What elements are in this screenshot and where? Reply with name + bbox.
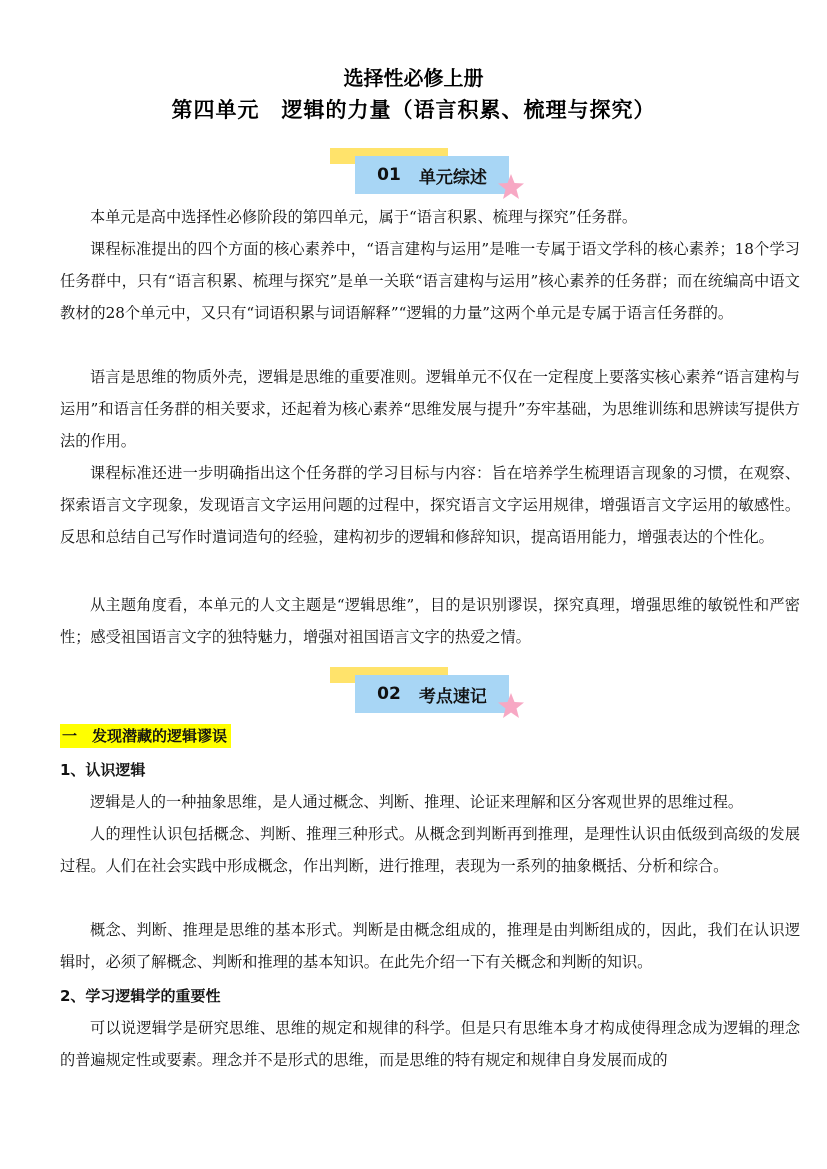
subsection-title: 2、学习逻辑学的重要性 — [60, 987, 221, 1005]
section-badge-01 — [330, 148, 530, 204]
subsection-title: 1、认识逻辑 — [60, 761, 146, 779]
paragraph: 可以说逻辑学是研究思维、思维的规定和规律的科学。但是只有思维本身才构成使得理念成为逻辑的理念的普遍规定性或要素。理念并不是形式的思维，而是思维的特有规定和规律自身发展而成的 — [60, 1019, 800, 1069]
star-icon — [496, 691, 526, 721]
star-icon — [496, 172, 526, 202]
paragraph: 概念、判断、推理是思维的基本形式。判断是由概念组成的，推理是由判断组成的，因此，我们在认识逻辑时，必须了解概念、判断和推理的基本知识。在此先介绍一下有关概念和判断的知识。 — [60, 921, 800, 971]
badge-label: 考点速记 — [418, 686, 487, 707]
badge-label: 单元综述 — [418, 167, 487, 188]
paragraph: 逻辑是人的一种抽象思维，是人通过概念、判断、推理、论证来理解和区分客观世界的思维过程。 — [90, 793, 744, 811]
badge-number: 02 — [377, 684, 401, 704]
paragraph: 人的理性认识包括概念、判断、推理三种形式。从概念到判断再到推理，是理性认识由低级到高级的发展过程。人们在社会实践中形成概念，作出判断，进行推理，表现为一系列的抽象概括、分析和综合。 — [60, 825, 800, 875]
unit-title: 第四单元 逻辑的力量（语言积累、梳理与探究） — [171, 97, 656, 122]
badge-label-box — [355, 675, 509, 713]
highlighted-heading: 一 发现潜藏的逻辑谬误 — [60, 724, 231, 748]
paragraph: 语言是思维的物质外壳，逻辑是思维的重要准则。逻辑单元不仅在一定程度上要落实核心素养“语言建构与运用”和语言任务群的相关要求，还起着为核心素养“思维发展与提升”夯牢基础，为思维训练和思辨读写提供方法的作用。 — [60, 368, 800, 450]
badge-number: 01 — [377, 165, 401, 185]
paragraph: 课程标准还进一步明确指出这个任务群的学习目标与内容：旨在培养学生梳理语言现象的习惯，在观察、探索语言文字现象，发现语言文字运用问题的过程中，探究语言文字运用规律，增强语言文字运用的敏感性。反思和总结自己写作时遣词造句的经验，建构初步的逻辑和修辞知识，提高语用能力，增强表达的个性化。 — [60, 464, 800, 546]
paragraph: 本单元是高中选择性必修阶段的第四单元，属于“语言积累、梳理与探究”任务群。 — [90, 208, 638, 226]
badge-label-box — [355, 156, 509, 194]
section-badge-02 — [330, 667, 530, 723]
book-title: 选择性必修上册 — [343, 66, 484, 90]
paragraph: 从主题角度看，本单元的人文主题是“逻辑思维”，目的是识别谬误，探究真理，增强思维的敏锐性和严密性；感受祖国语言文字的独特魅力，增强对祖国语言文字的热爱之情。 — [60, 596, 800, 646]
paragraph: 课程标准提出的四个方面的核心素养中，“语言建构与运用”是唯一专属于语文学科的核心素养；18个学习任务群中，只有“语言积累、梳理与探究”是单一关联“语言建构与运用”核心素养的任务群；而在统编高中语文教材的28个单元中，又只有“词语积累与词语解释”“逻辑的力量”这两个单元是专属于语言任务群的。 — [60, 240, 800, 322]
